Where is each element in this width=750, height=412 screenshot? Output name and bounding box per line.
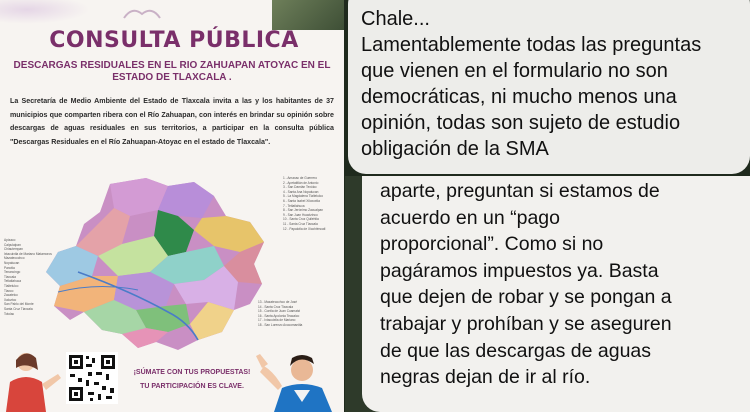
list-item: Chiautempan <box>4 247 23 252</box>
list-item: 12 - Papalotla de Xicohténcatl <box>283 226 326 231</box>
list-item: Tlaxco <box>4 288 14 293</box>
list-item: 15 - Contla de Juan Cuamatzi <box>258 309 301 314</box>
list-item: 5 - La Magdalena Tlaltelulco <box>283 194 323 199</box>
list-item: Apizaco <box>4 238 16 242</box>
chat-message-top <box>361 6 750 162</box>
list-item: 9 - San Juan Huactzinco <box>283 212 318 217</box>
message-line: negras dejan de ir al río. <box>380 366 591 389</box>
municipalities-list-right <box>283 176 343 231</box>
message-line: acuerdo en un “pago <box>380 206 560 229</box>
list-item: Tenancingo <box>4 270 21 275</box>
poster-title: CONSULTA PÚBLICA <box>49 28 299 53</box>
list-item: Xaloztoc <box>4 297 17 302</box>
message-line: Lamentablemente todas las preguntas <box>361 34 702 56</box>
list-item: San Pablo del Monte <box>4 302 34 307</box>
message-line: aparte, preguntan si estamos de <box>380 180 660 202</box>
list-item: 8 - San Jerónimo Zacualpan <box>283 208 324 213</box>
municipalities-list-right-bottom <box>258 300 342 328</box>
list-item: Ixtacuixtla de Mariano Matamoros <box>4 251 52 256</box>
list-item: Nopalucan <box>4 260 20 265</box>
list-item: Tlaxcala <box>4 274 16 279</box>
cta-line-1: ¡SÚMATE CON TUS PROPUESTAS! <box>133 369 251 376</box>
chat-message-bottom <box>380 178 750 391</box>
message-line: opinión, todas son sujeto de estudio <box>361 112 681 134</box>
list-item: 4 - Santa Ana Nopalucan <box>283 189 319 194</box>
consulta-publica-poster <box>0 0 344 412</box>
list-item: 16 - Santa Apolonia Teacalco <box>258 313 300 318</box>
list-item: 13 - Mazatecochco de José <box>258 300 297 304</box>
government-logo-icon <box>120 4 164 24</box>
poster-corner-decoration <box>0 0 90 24</box>
list-item: Mazatecochco <box>4 256 25 261</box>
list-item: 17 - Ixtacuixtla de Mariano <box>258 318 296 323</box>
message-line: proporcional”. Como si no <box>380 233 604 256</box>
list-item: Totolac <box>4 311 15 316</box>
person-left-illustration <box>0 348 64 412</box>
message-line: Chale... <box>361 8 430 30</box>
message-line: obligación de la SMA <box>361 138 549 160</box>
list-item: Calpulalpan <box>4 242 21 247</box>
list-item: 10 - Santa Cruz Quilehtla <box>283 217 319 222</box>
message-line: democráticas, ni mucho menos una <box>361 86 677 108</box>
list-item: 1 - Amaxac de Guerrero <box>283 176 318 180</box>
poster-corner-photo <box>272 0 344 30</box>
list-item: 7 - Tetlatlahuca <box>283 203 305 208</box>
list-item: 11 - Santa Cruz Tlaxcala <box>283 221 318 226</box>
message-line: de que las descargas de aguas <box>380 339 652 362</box>
list-item: Tetlatlahuca <box>4 279 22 284</box>
message-line: pagáramos impuestos ya. Basta <box>380 259 659 282</box>
cta-line-2: TU PARTICIPACIÓN ES CLAVE. <box>140 383 244 390</box>
person-right-illustration <box>252 350 344 412</box>
qr-code-icon[interactable] <box>66 352 118 404</box>
list-item: 18 - San Lorenzo Axocomanitla <box>258 322 303 327</box>
message-line: que dejen de robar y se pongan a <box>380 286 672 309</box>
poster-subtitle: DESCARGAS RESIDUALES EN EL RIO ZAHUAPAN ATOYAC EN EL ESTADO DE TLAXCALA . <box>13 60 331 83</box>
list-item: Tlaltelulco <box>4 283 19 288</box>
list-item: 2 - Apetatitlán de Antonio <box>283 180 319 185</box>
list-item: 6 - Santa Isabel Xiloxoxtla <box>283 198 320 203</box>
list-item: 14 - Santa Cruz Tlaxcala <box>258 304 294 309</box>
message-line: que vienen en el formulario no son <box>361 60 668 82</box>
list-item: Panotla <box>4 265 15 270</box>
message-line: trabajar y prohíban y se aseguren <box>380 312 672 335</box>
list-item: Santa Cruz Tlaxcala <box>4 306 33 311</box>
call-to-action <box>124 366 260 394</box>
list-item: 3 - San Damián Texóloc <box>283 185 317 190</box>
municipalities-list-left <box>4 238 66 316</box>
list-item: Zacatelco <box>4 293 18 298</box>
poster-intro-text: La Secretaría de Medio Ambiente del Estado de Tlaxcala invita a las y los habitantes de 37 municipios que comparten ribera con el Río Zahuapan, con interés en brindar su opinión sobre descargas de aguas residuales en sus territorios, a participar en la consulta pública "Descargas Residuales en el Río Zahuapan-Atoyac en el estado de Tlaxcala". <box>10 97 334 146</box>
